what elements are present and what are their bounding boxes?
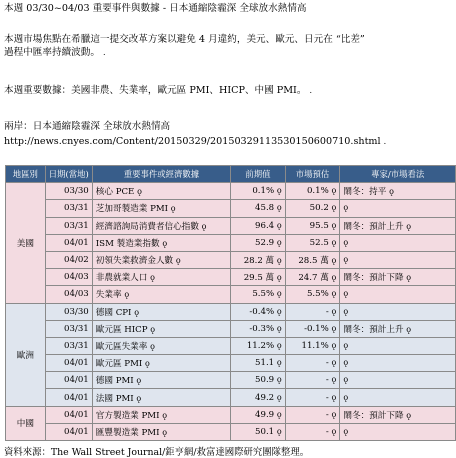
event-cell [92, 251, 230, 268]
view-cell [340, 423, 456, 440]
date-cell [45, 337, 92, 354]
forecast-cell-value: 0.1% [306, 186, 329, 197]
forecast-cell [285, 320, 340, 337]
cell-end-mark: ǫ [150, 341, 155, 351]
date-cell [45, 234, 92, 251]
event-cell-value: 歐元區 HICP [95, 324, 148, 335]
table-row [6, 217, 456, 234]
date-cell-value: 04/03 [64, 272, 89, 283]
cell-end-mark: ǫ [276, 203, 282, 213]
event-cell [92, 355, 230, 372]
cell-end-mark: ǫ [276, 256, 282, 266]
table-row [6, 251, 456, 268]
event-cell-value: 非農就業人口 [95, 273, 148, 284]
cell-end-mark: ǫ [276, 237, 282, 247]
cell-end-mark: ǫ [134, 307, 140, 317]
date-cell [45, 286, 92, 303]
cell-end-mark: ǫ [276, 186, 282, 196]
date-cell [45, 406, 92, 423]
date-cell [45, 217, 92, 234]
forecast-cell-value: 24.7 萬 [298, 273, 329, 284]
previous-cell-value: 49.9 [255, 409, 275, 420]
cell-end-mark: ǫ [276, 426, 282, 436]
cell-end-mark: ǫ [276, 323, 282, 333]
cell-end-mark: ǫ [343, 426, 349, 436]
table-row [6, 372, 456, 389]
view-cell [340, 183, 456, 200]
header-previous: 前期值 [231, 166, 286, 183]
forecast-cell [285, 355, 340, 372]
cell-end-mark: ǫ [331, 203, 337, 213]
previous-cell [231, 251, 286, 268]
previous-cell-value: 50.9 [255, 375, 275, 386]
cell-end-mark: ǫ [276, 306, 282, 316]
cell-end-mark: ǫ [276, 220, 282, 230]
paragraph-mark: . [309, 86, 313, 95]
cell-end-mark: ǫ [343, 203, 349, 213]
table-row [6, 320, 456, 337]
cell-end-mark: ǫ [343, 237, 349, 247]
table-row [6, 337, 456, 354]
forecast-cell [285, 303, 340, 320]
date-cell-value: 03/31 [64, 340, 89, 351]
cell-end-mark: ǫ [343, 340, 349, 350]
forecast-cell [285, 286, 340, 303]
table-row [6, 406, 456, 423]
source-url-paragraph [4, 135, 386, 148]
forecast-cell [285, 372, 340, 389]
view-cell-value: 鬧冬：預計上升 [343, 324, 404, 335]
related-news-text: 兩岸：日本通縮陰霾深 全球放水熱情高 [4, 121, 171, 132]
region-cell: 美國 [6, 183, 46, 303]
date-cell [45, 303, 92, 320]
view-cell [340, 251, 456, 268]
cell-end-mark: ǫ [276, 375, 282, 385]
view-cell [340, 303, 456, 320]
date-cell [45, 251, 92, 268]
source-note [4, 444, 309, 458]
event-cell-value: 經濟諮詢局消費者信心指數 [95, 221, 199, 232]
date-cell-value: 04/03 [64, 289, 89, 300]
date-cell-value: 04/01 [64, 392, 89, 403]
previous-cell [231, 286, 286, 303]
view-cell [340, 337, 456, 354]
view-cell-value: 鬧冬：預計上升 [343, 221, 404, 232]
header-forecast: 市場預估 [285, 166, 340, 183]
date-cell [45, 372, 92, 389]
previous-cell [231, 269, 286, 286]
event-cell-value: 德國 CPI [95, 307, 132, 318]
previous-cell [231, 200, 286, 217]
cell-end-mark: ǫ [136, 393, 142, 403]
date-cell [45, 355, 92, 372]
previous-cell-value: 51.1 [255, 358, 275, 369]
date-cell [45, 389, 92, 406]
view-cell-value: 鬧冬：預計下降 [343, 410, 404, 421]
forecast-cell [285, 406, 340, 423]
forecast-cell-value: - [325, 306, 329, 317]
view-cell [340, 406, 456, 423]
forecast-cell-value: - [325, 358, 329, 369]
cell-end-mark: ǫ [162, 410, 168, 420]
cell-end-mark: ǫ [276, 289, 282, 299]
date-cell [45, 269, 92, 286]
forecast-cell-value: 95.5 [309, 220, 329, 231]
event-cell-value: 失業率 [95, 290, 122, 301]
cell-end-mark: ǫ [136, 376, 142, 386]
forecast-cell-value: 5.5% [306, 289, 329, 300]
view-cell [340, 200, 456, 217]
cell-end-mark: ǫ [331, 186, 337, 196]
event-cell [92, 234, 230, 251]
forecast-cell [285, 251, 340, 268]
date-cell [45, 183, 92, 200]
previous-cell [231, 183, 286, 200]
event-cell-value: 法國 PMI [95, 393, 134, 404]
cell-end-mark: ǫ [162, 427, 168, 437]
event-cell-value: 歐元區 PMI [95, 359, 143, 370]
event-cell [92, 406, 230, 423]
header-view: 專家/市場看法 [340, 166, 456, 183]
table-header-row [6, 166, 456, 183]
cell-end-mark: ǫ [276, 392, 282, 402]
previous-cell-value: -0.3% [249, 323, 275, 334]
previous-cell [231, 303, 286, 320]
date-cell-value: 04/01 [64, 237, 89, 248]
table-row [6, 423, 456, 440]
cell-end-mark: ǫ [137, 187, 142, 197]
previous-cell [231, 423, 286, 440]
date-cell-value: 04/01 [64, 409, 89, 420]
event-cell-value: 歐元區失業率 [95, 341, 148, 352]
cell-end-mark: ǫ [201, 221, 207, 231]
cell-end-mark: ǫ [175, 256, 181, 266]
view-cell [340, 269, 456, 286]
table-row [6, 389, 456, 406]
table-row [6, 200, 456, 217]
date-cell-value: 04/02 [64, 255, 89, 266]
event-cell [92, 217, 230, 234]
cell-end-mark: ǫ [170, 204, 176, 214]
cell-end-mark: ǫ [389, 187, 394, 197]
intro-line-2: 過程中匯率持續波動。 [4, 47, 100, 58]
date-cell [45, 200, 92, 217]
event-cell [92, 423, 230, 440]
date-cell-value: 04/01 [64, 426, 89, 437]
cell-end-mark: ǫ [331, 323, 337, 333]
header-date: 日期(當地) [45, 166, 92, 183]
view-cell [340, 286, 456, 303]
previous-cell-value: 96.4 [255, 220, 275, 231]
date-cell-value: 03/30 [64, 306, 89, 317]
forecast-cell-value: -0.1% [304, 323, 329, 334]
event-cell-value: 德國 PMI [95, 376, 134, 387]
event-cell-value: 初領失業救濟金人數 [95, 256, 174, 267]
cell-end-mark: ǫ [343, 306, 349, 316]
table-row [6, 286, 456, 303]
view-cell [340, 217, 456, 234]
previous-cell-value: -0.4% [249, 306, 275, 317]
forecast-cell-value: - [325, 426, 329, 437]
forecast-cell [285, 423, 340, 440]
forecast-cell-value: - [325, 375, 329, 386]
event-cell [92, 286, 230, 303]
previous-cell [231, 337, 286, 354]
forecast-cell [285, 234, 340, 251]
cell-end-mark: ǫ [406, 273, 412, 283]
key-data-text: 本週重要數據：美國非農、失業率，歐元區 PMI、HICP、中國 PMI。 [4, 85, 307, 96]
table-row [6, 234, 456, 251]
view-cell [340, 389, 456, 406]
previous-cell [231, 320, 286, 337]
cell-end-mark: ǫ [343, 392, 349, 402]
event-cell [92, 200, 230, 217]
forecast-cell-value: 11.1% [301, 340, 329, 351]
cell-end-mark: ǫ [343, 255, 349, 265]
cell-end-mark: ǫ [145, 359, 150, 369]
previous-cell [231, 372, 286, 389]
cell-end-mark: ǫ [406, 410, 412, 420]
previous-cell-value: 50.1 [255, 426, 275, 437]
cell-end-mark: ǫ [331, 358, 337, 368]
cell-end-mark: ǫ [331, 237, 337, 247]
cell-end-mark: ǫ [276, 273, 282, 283]
paragraph-mark: . [103, 48, 106, 57]
forecast-cell [285, 269, 340, 286]
cell-end-mark: ǫ [124, 290, 130, 300]
cell-end-mark: ǫ [276, 340, 282, 350]
event-cell-value: ISM 製造業指數 [95, 238, 160, 249]
table-row [6, 303, 456, 320]
previous-cell [231, 389, 286, 406]
event-cell-value: 芝加哥製造業 PMI [95, 204, 169, 215]
region-cell: 中國 [6, 406, 46, 440]
previous-cell-value: 11.2% [246, 340, 275, 351]
cell-end-mark: ǫ [162, 238, 168, 248]
event-cell-value: 官方製造業 PMI [95, 410, 160, 421]
previous-cell [231, 355, 286, 372]
previous-cell-value: 28.2 萬 [243, 256, 275, 267]
cell-end-mark: ǫ [406, 324, 412, 334]
previous-cell [231, 217, 286, 234]
forecast-cell-value: - [325, 409, 329, 420]
cell-end-mark: ǫ [150, 273, 155, 283]
previous-cell [231, 234, 286, 251]
table-row [6, 355, 456, 372]
cell-end-mark: ǫ [331, 306, 337, 316]
header-region: 地區別 [6, 166, 46, 183]
date-cell-value: 03/31 [64, 220, 89, 231]
forecast-cell [285, 200, 340, 217]
view-cell [340, 355, 456, 372]
view-cell-value: 鬧冬：預計下降 [343, 273, 404, 284]
event-cell [92, 389, 230, 406]
related-news-paragraph [4, 120, 170, 133]
table-row [6, 183, 456, 200]
table-row [6, 269, 456, 286]
paragraph-mark: . [383, 137, 387, 146]
forecast-cell [285, 389, 340, 406]
view-cell [340, 320, 456, 337]
event-cell [92, 303, 230, 320]
cell-end-mark: ǫ [150, 324, 156, 334]
header-event: 重要事件或經濟數據 [92, 166, 230, 183]
date-cell [45, 320, 92, 337]
event-cell [92, 337, 230, 354]
table-body [6, 183, 456, 441]
date-cell-value: 04/01 [64, 358, 89, 369]
cell-end-mark: ǫ [331, 409, 337, 419]
cell-end-mark: ǫ [343, 358, 349, 368]
cell-end-mark: ǫ [343, 375, 349, 385]
event-cell [92, 372, 230, 389]
view-cell [340, 234, 456, 251]
cell-end-mark: ǫ [331, 426, 337, 436]
cell-end-mark: ǫ [331, 392, 337, 402]
view-cell-value: 鬧冬：持平 [343, 187, 387, 198]
cell-end-mark: ǫ [276, 409, 282, 419]
key-data-paragraph [4, 84, 312, 97]
intro-line-1: 本週市場焦點在希臘這一提交改革方案以避免 4 月違約，美元、歐元、日元在 “比差” [4, 34, 365, 45]
source-note-text: 資料來源：The Wall Street Journal/鉅亨網/救富達國際研究團隊整理。 [4, 447, 310, 458]
forecast-cell [285, 217, 340, 234]
event-cell [92, 320, 230, 337]
previous-cell-value: 29.5 萬 [243, 273, 275, 284]
date-cell [45, 423, 92, 440]
forecast-cell-value: - [325, 392, 329, 403]
cell-end-mark: ǫ [406, 221, 412, 231]
forecast-cell-value: 28.5 萬 [298, 256, 329, 267]
cell-end-mark: ǫ [331, 256, 337, 266]
event-cell [92, 183, 230, 200]
previous-cell-value: 0.1% [252, 186, 275, 197]
previous-cell-value: 5.5% [252, 289, 275, 300]
forecast-cell-value: 52.5 [309, 237, 329, 248]
event-cell-value: 匯豐製造業 PMI [95, 427, 160, 438]
forecast-cell-value: 50.2 [309, 203, 329, 214]
cell-end-mark: ǫ [331, 273, 337, 283]
region-cell: 歐洲 [6, 303, 46, 406]
report-heading-text: 本週 03/30~04/03 重要事件與數據 - 日本通縮陰霾深 全球放水熱情高 [4, 3, 307, 14]
forecast-cell [285, 337, 340, 354]
date-cell-value: 04/01 [64, 375, 89, 386]
cell-end-mark: ǫ [343, 289, 349, 299]
cell-end-mark: ǫ [331, 289, 337, 299]
event-cell-value: 核心 PCE [95, 187, 135, 198]
previous-cell-value: 45.8 [255, 203, 275, 214]
source-url-link[interactable]: http://news.cnyes.com/Content/20150329/20150329113530150600710.shtml [4, 136, 381, 147]
economic-events-table [5, 165, 456, 441]
intro-paragraph [4, 33, 365, 59]
event-cell [92, 269, 230, 286]
cell-end-mark: ǫ [331, 375, 337, 385]
cell-end-mark: ǫ [331, 340, 337, 350]
date-cell-value: 03/31 [64, 203, 89, 214]
previous-cell-value: 52.9 [255, 237, 275, 248]
cell-end-mark: ǫ [276, 358, 282, 368]
cell-end-mark: ǫ [331, 220, 337, 230]
view-cell [340, 372, 456, 389]
forecast-cell [285, 183, 340, 200]
previous-cell [231, 406, 286, 423]
report-heading [4, 2, 306, 15]
date-cell-value: 03/30 [64, 186, 89, 197]
date-cell-value: 03/31 [64, 323, 89, 334]
previous-cell-value: 49.2 [255, 392, 275, 403]
